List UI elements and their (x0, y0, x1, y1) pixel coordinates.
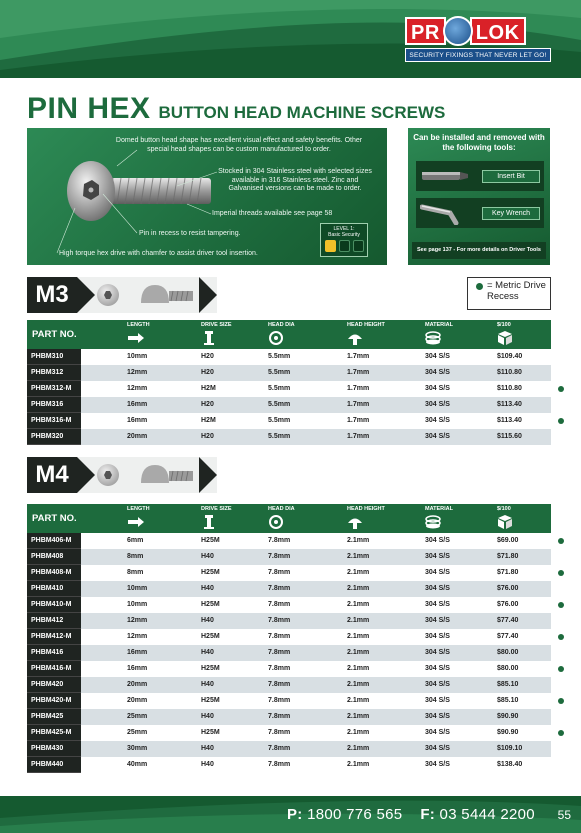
header-price: $/100 (497, 322, 511, 328)
cell-dia: 7.8mm (268, 569, 291, 576)
cell-material: 304 S/S (425, 665, 450, 672)
cell-dia: 7.8mm (268, 761, 291, 768)
cell-length: 25mm (127, 713, 148, 720)
cell-height: 1.7mm (347, 369, 370, 376)
cell-drive: H25M (201, 569, 220, 576)
header-band (0, 0, 581, 78)
m3-table-header (27, 320, 551, 349)
part-number: PHBM320 (27, 429, 81, 445)
button-head-icon (139, 283, 195, 307)
cell-price: $77.40 (497, 617, 519, 624)
cell-length: 6mm (127, 537, 144, 544)
table-row[interactable] (27, 629, 551, 645)
material-coil-icon (425, 515, 441, 529)
insert-bit-label: Insert Bit (482, 170, 540, 183)
header-head-height: HEAD HEIGHT (347, 506, 385, 512)
cell-drive: H40 (201, 585, 214, 592)
info-stock: Stocked in 304 Stainless steel with selected sizes available in 316 Stainless steel. Zinc and Galvanised versions can be made to order. (218, 168, 372, 192)
length-arrow-icon (128, 331, 144, 345)
cell-dia: 7.8mm (268, 713, 291, 720)
cell-price: $71.80 (497, 569, 519, 576)
cell-height: 1.7mm (347, 353, 370, 360)
cell-drive: H20 (201, 353, 214, 360)
cell-length: 20mm (127, 681, 148, 688)
header-length: LENGTH (127, 322, 150, 328)
cell-price: $138.40 (497, 761, 523, 768)
cell-material: 304 S/S (425, 553, 450, 560)
cell-dia: 7.8mm (268, 745, 291, 752)
security-level-badge (320, 223, 368, 257)
part-number: PHBM412 (27, 613, 81, 629)
metric-dot-icon (558, 602, 564, 608)
cell-price: $69.00 (497, 537, 519, 544)
cell-dia: 7.8mm (268, 537, 291, 544)
table-row[interactable] (27, 549, 551, 565)
table-row[interactable] (27, 693, 551, 709)
part-number: PHBM410-M (27, 597, 81, 613)
table-row[interactable] (27, 349, 551, 365)
page-title (27, 92, 445, 126)
cell-dia: 7.8mm (268, 729, 291, 736)
cell-length: 8mm (127, 569, 144, 576)
insert-bit-icon (420, 164, 470, 188)
table-row[interactable] (27, 365, 551, 381)
cell-material: 304 S/S (425, 401, 450, 408)
m4-table-header (27, 504, 551, 533)
cell-material: 304 S/S (425, 369, 450, 376)
cell-dia: 5.5mm (268, 401, 291, 408)
cell-material: 304 S/S (425, 681, 450, 688)
cell-drive: H40 (201, 681, 214, 688)
cell-length: 10mm (127, 353, 148, 360)
header-price: $/100 (497, 506, 511, 512)
part-number: PHBM312-M (27, 381, 81, 397)
cell-material: 304 S/S (425, 417, 450, 424)
cell-material: 304 S/S (425, 569, 450, 576)
part-number: PHBM440 (27, 757, 81, 773)
cell-material: 304 S/S (425, 385, 450, 392)
button-head-icon (139, 463, 195, 487)
cell-dia: 5.5mm (268, 385, 291, 392)
level-label: LEVEL 1: (333, 226, 355, 232)
cell-length: 40mm (127, 761, 148, 768)
header-head-height: HEAD HEIGHT (347, 322, 385, 328)
m3-table (27, 320, 551, 445)
table-row[interactable] (27, 645, 551, 661)
cell-height: 2.1mm (347, 697, 370, 704)
cell-price: $85.10 (497, 681, 519, 688)
cell-material: 304 S/S (425, 537, 450, 544)
m4-table-body (27, 533, 551, 773)
cell-material: 304 S/S (425, 697, 450, 704)
table-row[interactable] (27, 677, 551, 693)
m4-table (27, 504, 551, 773)
drive-bit-icon (201, 331, 217, 345)
metric-dot-icon (558, 698, 564, 704)
cell-height: 2.1mm (347, 537, 370, 544)
cell-height: 2.1mm (347, 585, 370, 592)
cell-height: 2.1mm (347, 665, 370, 672)
part-number: PHBM406-M (27, 533, 81, 549)
cell-height: 2.1mm (347, 681, 370, 688)
part-number: PHBM408-M (27, 565, 81, 581)
cell-height: 2.1mm (347, 649, 370, 656)
tools-see-page[interactable]: See page 137 - For more details on Driver Tools (412, 242, 546, 259)
cell-height: 2.1mm (347, 745, 370, 752)
cell-drive: H25M (201, 729, 220, 736)
header-drive-size: DRIVE SIZE (201, 506, 232, 512)
phone-label: P: (287, 806, 303, 823)
price-box-icon (497, 515, 513, 529)
cell-price: $109.40 (497, 353, 523, 360)
head-dia-icon (268, 331, 284, 345)
cell-drive: H40 (201, 761, 214, 768)
cell-price: $71.80 (497, 553, 519, 560)
part-number: PHBM408 (27, 549, 81, 565)
logo-lok: LOK (470, 17, 526, 45)
cell-price: $76.00 (497, 585, 519, 592)
price-box-icon (497, 331, 513, 345)
cell-dia: 7.8mm (268, 553, 291, 560)
table-row[interactable] (27, 565, 551, 581)
level-sub: Basic Security (328, 232, 360, 238)
cell-height: 1.7mm (347, 417, 370, 424)
cell-price: $76.00 (497, 601, 519, 608)
table-row[interactable] (27, 429, 551, 445)
tools-heading: Can be installed and removed with the following tools: (413, 133, 545, 152)
cell-length: 20mm (127, 697, 148, 704)
cell-drive: H40 (201, 745, 214, 752)
cell-price: $110.80 (497, 385, 522, 392)
part-number: PHBM420-M (27, 693, 81, 709)
part-number: PHBM416-M (27, 661, 81, 677)
phone-number[interactable]: 1800 776 565 (307, 806, 403, 823)
table-row[interactable] (27, 413, 551, 429)
cell-length: 10mm (127, 585, 148, 592)
table-row[interactable] (27, 597, 551, 613)
cell-price: $90.90 (497, 729, 519, 736)
part-number: PHBM425 (27, 709, 81, 725)
part-number: PHBM420 (27, 677, 81, 693)
info-head-shape: Domed button head shape has excellent visual effect and safety benefits. Other special head shapes can be custom manufactured to order. (115, 137, 363, 153)
drive-bit-icon (201, 515, 217, 529)
cell-length: 30mm (127, 745, 148, 752)
cell-height: 1.7mm (347, 401, 370, 408)
metric-dot-icon (558, 666, 564, 672)
header-part-no: PART NO. (32, 329, 77, 340)
part-number: PHBM410 (27, 581, 81, 597)
header-part-no: PART NO. (32, 513, 77, 524)
cell-drive: H25M (201, 633, 220, 640)
padlock-icon (325, 240, 336, 252)
cell-material: 304 S/S (425, 745, 450, 752)
cell-height: 2.1mm (347, 761, 370, 768)
length-arrow-icon (128, 515, 144, 529)
cell-height: 2.1mm (347, 601, 370, 608)
header-drive-size: DRIVE SIZE (201, 322, 232, 328)
cell-dia: 5.5mm (268, 417, 291, 424)
legend-text: = Metric Drive Recess (487, 280, 546, 302)
part-number: PHBM310 (27, 349, 81, 365)
logo-tagline: SECURITY FIXINGS THAT NEVER LET GO! (405, 48, 551, 62)
prolok-logo[interactable] (405, 16, 551, 64)
header-material: MATERIAL (425, 322, 454, 328)
cell-drive: H40 (201, 617, 214, 624)
cell-price: $113.40 (497, 417, 522, 424)
cell-drive: H2M (201, 385, 216, 392)
contact-line (287, 806, 535, 823)
cell-drive: H40 (201, 713, 214, 720)
padlock-icon (339, 240, 350, 252)
cell-dia: 7.8mm (268, 601, 291, 608)
footer-band (0, 796, 581, 833)
cell-price: $80.00 (497, 665, 519, 672)
table-row[interactable] (27, 757, 551, 773)
metric-dot-icon (558, 730, 564, 736)
metric-dot-icon (558, 634, 564, 640)
cell-drive: H2M (201, 417, 216, 424)
cell-material: 304 S/S (425, 713, 450, 720)
head-height-icon (347, 515, 363, 529)
cell-length: 25mm (127, 729, 148, 736)
key-wrench-label: Key Wrench (482, 207, 540, 220)
cell-price: $77.40 (497, 633, 519, 640)
metric-legend (467, 277, 551, 310)
metric-dot-icon (558, 538, 564, 544)
cell-length: 12mm (127, 369, 148, 376)
cell-material: 304 S/S (425, 649, 450, 656)
cell-dia: 5.5mm (268, 369, 291, 376)
header-head-dia: HEAD DIA (268, 506, 295, 512)
product-info-panel (27, 128, 387, 265)
padlock-icon (353, 240, 364, 252)
cell-length: 12mm (127, 617, 148, 624)
info-torque: High torque hex drive with chamfer to assist driver tool insertion. (59, 250, 258, 257)
cell-dia: 7.8mm (268, 585, 291, 592)
cell-height: 1.7mm (347, 433, 370, 440)
metric-dot-icon (558, 418, 564, 424)
metric-dot-icon (558, 570, 564, 576)
cell-price: $110.80 (497, 369, 522, 376)
metric-dot-icon (476, 283, 483, 290)
info-pin: Pin in recess to resist tampering. (139, 230, 241, 237)
part-number: PHBM412-M (27, 629, 81, 645)
logo-pr: PR (405, 17, 446, 45)
cell-length: 16mm (127, 649, 148, 656)
part-number: PHBM416 (27, 645, 81, 661)
part-number: PHBM430 (27, 741, 81, 757)
cell-price: $115.60 (497, 433, 522, 440)
section-m4-banner (27, 457, 247, 493)
material-coil-icon (425, 331, 441, 345)
cell-dia: 5.5mm (268, 433, 291, 440)
cell-drive: H40 (201, 649, 214, 656)
cell-price: $90.90 (497, 713, 519, 720)
table-row[interactable] (27, 533, 551, 549)
cell-height: 2.1mm (347, 553, 370, 560)
table-row[interactable] (27, 581, 551, 597)
tools-panel (408, 128, 550, 265)
cell-material: 304 S/S (425, 617, 450, 624)
info-imperial: Imperial threads available see page 58 (212, 210, 333, 217)
cell-material: 304 S/S (425, 433, 450, 440)
cell-drive: H25M (201, 537, 220, 544)
table-row[interactable] (27, 741, 551, 757)
cell-length: 20mm (127, 433, 148, 440)
cell-length: 16mm (127, 401, 148, 408)
cell-dia: 7.8mm (268, 681, 291, 688)
cell-height: 1.7mm (347, 385, 370, 392)
header-material: MATERIAL (425, 506, 454, 512)
cell-price: $85.10 (497, 697, 519, 704)
cell-dia: 7.8mm (268, 665, 291, 672)
cell-length: 16mm (127, 665, 148, 672)
cell-height: 2.1mm (347, 569, 370, 576)
fax-number: 03 5444 2200 (439, 806, 535, 823)
globe-icon (443, 16, 473, 46)
metric-dot-icon (558, 386, 564, 392)
tool-insert-bit[interactable] (416, 161, 544, 191)
cell-drive: H20 (201, 401, 214, 408)
cell-drive: H25M (201, 665, 220, 672)
table-row[interactable] (27, 613, 551, 629)
part-number: PHBM312 (27, 365, 81, 381)
m3-table-body (27, 349, 551, 445)
hex-recess-icon (97, 464, 119, 486)
cell-dia: 7.8mm (268, 633, 291, 640)
cell-price: $80.00 (497, 649, 519, 656)
title-main: PIN HEX (27, 92, 151, 125)
header-length: LENGTH (127, 506, 150, 512)
cell-height: 2.1mm (347, 633, 370, 640)
cell-material: 304 S/S (425, 353, 450, 360)
cell-height: 2.1mm (347, 713, 370, 720)
cell-length: 12mm (127, 633, 148, 640)
cell-dia: 5.5mm (268, 353, 291, 360)
cell-drive: H20 (201, 369, 214, 376)
cell-price: $109.10 (497, 745, 523, 752)
part-number: PHBM425-M (27, 725, 81, 741)
fax-label: F: (420, 806, 436, 823)
key-wrench-icon (420, 201, 470, 225)
cell-dia: 7.8mm (268, 649, 291, 656)
table-row[interactable] (27, 709, 551, 725)
cell-drive: H20 (201, 433, 214, 440)
cell-height: 2.1mm (347, 729, 370, 736)
head-height-icon (347, 331, 363, 345)
cell-material: 304 S/S (425, 633, 450, 640)
table-row[interactable] (27, 725, 551, 741)
part-number: PHBM316-M (27, 413, 81, 429)
cell-length: 10mm (127, 601, 148, 608)
cell-drive: H25M (201, 601, 220, 608)
table-row[interactable] (27, 661, 551, 677)
part-number: PHBM316 (27, 397, 81, 413)
cell-height: 2.1mm (347, 617, 370, 624)
cell-material: 304 S/S (425, 601, 450, 608)
section-m4-label: M4 (27, 457, 77, 493)
cell-material: 304 S/S (425, 585, 450, 592)
cell-length: 16mm (127, 417, 148, 424)
head-dia-icon (268, 515, 284, 529)
cell-drive: H40 (201, 553, 214, 560)
cell-material: 304 S/S (425, 761, 450, 768)
cell-dia: 7.8mm (268, 697, 291, 704)
title-sub: BUTTON HEAD MACHINE SCREWS (158, 103, 446, 122)
cell-length: 8mm (127, 553, 144, 560)
cell-material: 304 S/S (425, 729, 450, 736)
section-m3-banner (27, 277, 247, 313)
page-number: 55 (557, 808, 571, 822)
header-head-dia: HEAD DIA (268, 322, 295, 328)
table-row[interactable] (27, 397, 551, 413)
cell-dia: 7.8mm (268, 617, 291, 624)
cell-price: $113.40 (497, 401, 522, 408)
hex-recess-icon (97, 284, 119, 306)
cell-length: 12mm (127, 385, 148, 392)
cell-drive: H25M (201, 697, 220, 704)
tool-key-wrench[interactable] (416, 198, 544, 228)
table-row[interactable] (27, 381, 551, 397)
section-m3-label: M3 (27, 277, 77, 313)
